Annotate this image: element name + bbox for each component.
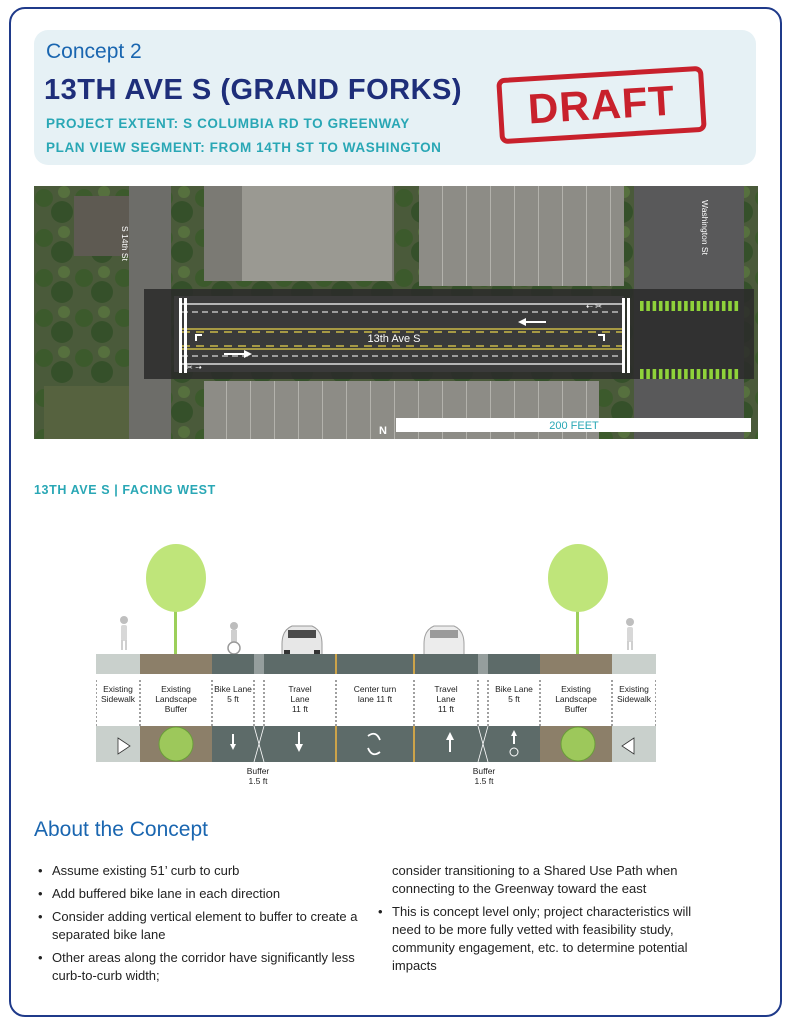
label-text: Existing Sidewalk xyxy=(100,684,136,704)
label-text: Center turn lane 11 ft xyxy=(353,684,397,704)
about-heading: About the Concept xyxy=(34,818,208,841)
project-extent: PROJECT EXTENT: S COLUMBIA RD TO GREENWAY xyxy=(46,116,410,131)
crosswalk-bar xyxy=(690,369,694,379)
crosswalk-bar xyxy=(697,369,701,379)
tree-icon xyxy=(146,544,206,654)
crosswalk-bar xyxy=(735,369,739,379)
scale-label: 200 FEET xyxy=(549,420,599,432)
draft-stamp-text: DRAFT xyxy=(526,76,677,133)
draft-stamp xyxy=(496,66,707,145)
cyclist-icon xyxy=(228,622,240,654)
bullet-item: • This is concept level only; project characteristics will need to be more fully vetted with feasibility study, community engagement, etc. to determine potential impacts xyxy=(378,903,708,975)
label-existing-sidewalk-right xyxy=(612,684,656,704)
about-column-2 xyxy=(378,862,708,980)
crosswalk-bar xyxy=(659,301,663,311)
section-heading: 13TH AVE S | FACING WEST xyxy=(34,483,216,497)
label-bike-lane-right xyxy=(488,684,540,704)
crosswalk-bar xyxy=(709,369,713,379)
label-travel-lane-left xyxy=(264,684,336,714)
bullet-item: • Assume existing 51’ curb to curb xyxy=(38,862,358,880)
page-title: 13TH AVE S (GRAND FORKS) xyxy=(44,74,463,106)
bullet-item: • Add buffered bike lane in each direction xyxy=(38,885,358,903)
label-existing-landscape-buffer-right xyxy=(540,684,612,714)
crosswalk-bar xyxy=(653,369,657,379)
label-text: Travel Lane 11 ft xyxy=(288,684,312,714)
pedestrian-icon xyxy=(626,618,634,650)
crosswalk-bar xyxy=(646,369,650,379)
crosswalk-bar xyxy=(672,301,676,311)
crosswalk-bar xyxy=(684,301,688,311)
bullet-item: consider transitioning to a Shared Use Path when connecting to the Greenway toward the east xyxy=(392,863,678,896)
crosswalk-bar xyxy=(653,301,657,311)
plan-view-aerial xyxy=(34,186,758,439)
crosswalk-bar xyxy=(672,369,676,379)
about-column-1 xyxy=(38,862,358,990)
crosswalk-bar xyxy=(665,301,669,311)
crosswalk-bar xyxy=(678,301,682,311)
crosswalk-bar xyxy=(716,369,720,379)
crosswalk-bar xyxy=(697,301,701,311)
cross-section-graphic xyxy=(96,540,656,800)
crosswalk-bar xyxy=(722,301,726,311)
plan-view-segment: PLAN VIEW SEGMENT: FROM 14TH ST TO WASHINGTON xyxy=(46,140,442,155)
crosswalk-bar xyxy=(684,369,688,379)
bike-symbol-icon: ✂ ⇢ xyxy=(186,363,202,372)
label-buffer-left xyxy=(236,766,280,786)
label-text: Buffer 1.5 ft xyxy=(472,766,496,786)
label-text: Bike Lane 5 ft xyxy=(495,684,533,704)
tree-icon xyxy=(548,544,608,654)
north-arrow-icon: N xyxy=(379,425,387,437)
crosswalk-bar xyxy=(690,301,694,311)
crosswalk-bar xyxy=(678,369,682,379)
crosswalk-bar xyxy=(728,369,732,379)
crosswalk-bar xyxy=(728,301,732,311)
bullet-item: • Consider adding vertical element to buffer to create a separated bike lane xyxy=(38,908,358,944)
west-street-label: S 14th St xyxy=(120,226,130,261)
car-icon xyxy=(424,626,464,656)
crosswalk-bar xyxy=(640,369,644,379)
crosswalk-bar xyxy=(646,301,650,311)
label-text: Existing Sidewalk xyxy=(616,684,652,704)
label-text: Travel Lane 11 ft xyxy=(434,684,458,714)
label-text: Bike Lane 5 ft xyxy=(214,684,252,704)
crosswalk-bar xyxy=(659,369,663,379)
label-text: Existing Landscape Buffer xyxy=(155,684,197,714)
bike-symbol-icon: ⇠ ✂ xyxy=(586,302,602,311)
crosswalk-bar xyxy=(665,369,669,379)
car-icon xyxy=(282,626,322,658)
concept-label: Concept 2 xyxy=(46,40,142,63)
bullet-item: • Other areas along the corridor have significantly less curb-to-curb width; xyxy=(38,949,358,985)
pedestrian-icon xyxy=(120,616,128,650)
label-travel-lane-right xyxy=(414,684,478,714)
label-existing-landscape-buffer-left xyxy=(140,684,212,714)
label-bike-lane-left xyxy=(212,684,254,704)
label-existing-sidewalk-left xyxy=(96,684,140,704)
label-buffer-right xyxy=(462,766,506,786)
crosswalk-bar xyxy=(640,301,644,311)
label-text: Buffer 1.5 ft xyxy=(246,766,270,786)
east-street-label: Washington St xyxy=(700,200,710,255)
label-text: Existing Landscape Buffer xyxy=(555,684,597,714)
street-label: 13th Ave S xyxy=(367,333,421,345)
label-center-turn-lane xyxy=(336,684,414,704)
crosswalk-bar xyxy=(722,369,726,379)
crosswalk-bar xyxy=(703,369,707,379)
aerial-map xyxy=(34,186,758,439)
crosswalk-bar xyxy=(716,301,720,311)
cross-section xyxy=(96,540,656,800)
crosswalk-bar xyxy=(703,301,707,311)
crosswalk-bar xyxy=(709,301,713,311)
crosswalk-bar xyxy=(735,301,739,311)
